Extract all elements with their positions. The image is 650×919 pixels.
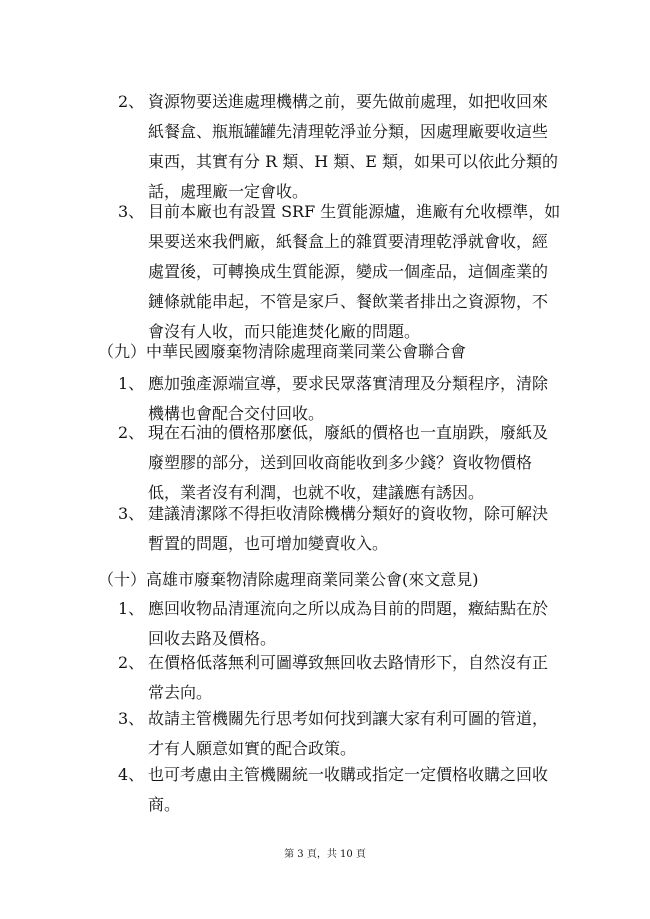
- section-marker: （九）: [98, 342, 147, 361]
- item-number: 3、: [118, 504, 145, 523]
- paragraph-line: 應回收物品清運流向之所以成為目前的問題，癥結點在於: [148, 599, 549, 618]
- paragraph-line: 才有人願意如實的配合政策。: [148, 739, 357, 758]
- paragraph-line: 回收去路及價格。: [148, 629, 277, 648]
- section-title: 中華民國廢棄物清除處理商業同業公會聯合會: [146, 342, 467, 361]
- item-number: 4、: [118, 765, 145, 784]
- item-number: 2、: [118, 423, 145, 442]
- item-number: 2、: [118, 92, 145, 111]
- paragraph-line: 在價格低落無利可圖導致無回收去路情形下，自然沒有正: [148, 653, 549, 672]
- paragraph-line: 應加強產源端宣導，要求民眾落實清理及分類程序，清除: [148, 374, 549, 393]
- item-number: 1、: [118, 374, 145, 393]
- paragraph-line: 果要送來我們廠，紙餐盒上的雜質要清理乾淨就會收，經: [148, 232, 549, 251]
- section-marker: （十）: [98, 570, 147, 589]
- paragraph-line: 常去向。: [148, 683, 213, 702]
- item-number: 2、: [118, 653, 145, 672]
- paragraph-line: 暫置的問題，也可增加變賣收入。: [148, 534, 389, 553]
- item-number: 1、: [118, 599, 145, 618]
- paragraph-line: 紙餐盒、瓶瓶罐罐先清理乾淨並分類，因處理廠要收這些: [148, 122, 549, 141]
- item-number: 3、: [118, 709, 145, 728]
- item-number: 3、: [118, 202, 145, 221]
- paragraph-line: 廢塑膠的部分，送到回收商能收到多少錢？資收物價格: [148, 453, 533, 472]
- paragraph-line: 現在石油的價格那麼低，廢紙的價格也一直崩跌，廢紙及: [148, 423, 549, 442]
- section-title: 高雄市廢棄物清除處理商業同業公會(來文意見): [146, 570, 479, 589]
- paragraph-line: 建議清潔隊不得拒收清除機構分類好的資收物，除可解決: [148, 504, 549, 523]
- paragraph-line: 商。: [148, 795, 181, 814]
- paragraph-line: 資源物要送進處理機構之前，要先做前處理，如把收回來: [148, 92, 549, 111]
- paragraph-line: 故請主管機關先行思考如何找到讓大家有利可圖的管道，: [148, 709, 549, 728]
- paragraph-line: 也可考慮由主管機關統一收購或指定一定價格收購之回收: [148, 765, 549, 784]
- paragraph-line: 目前本廠也有設置 SRF 生質能源爐，進廠有允收標準，如: [148, 202, 561, 221]
- paragraph-line: 低，業者沒有利潤，也就不收，建議應有誘因。: [148, 483, 485, 502]
- paragraph-line: 鏈條就能串起，不管是家戶、餐飲業者排出之資源物，不: [148, 292, 549, 311]
- page-number-footer: 第 3 頁，共 10 頁: [284, 849, 366, 860]
- paragraph-line: 處置後，可轉換成生質能源，變成一個產品，這個產業的: [148, 262, 549, 281]
- paragraph-line: 機構也會配合交付回收。: [148, 404, 325, 423]
- paragraph-line: 東西，其實有分 R 類、H 類、E 類，如果可以依此分類的: [148, 152, 559, 171]
- paragraph-line: 話，處理廠一定會收。: [148, 182, 309, 201]
- paragraph-line: 會沒有人收，而只能進焚化廠的問題。: [148, 322, 421, 341]
